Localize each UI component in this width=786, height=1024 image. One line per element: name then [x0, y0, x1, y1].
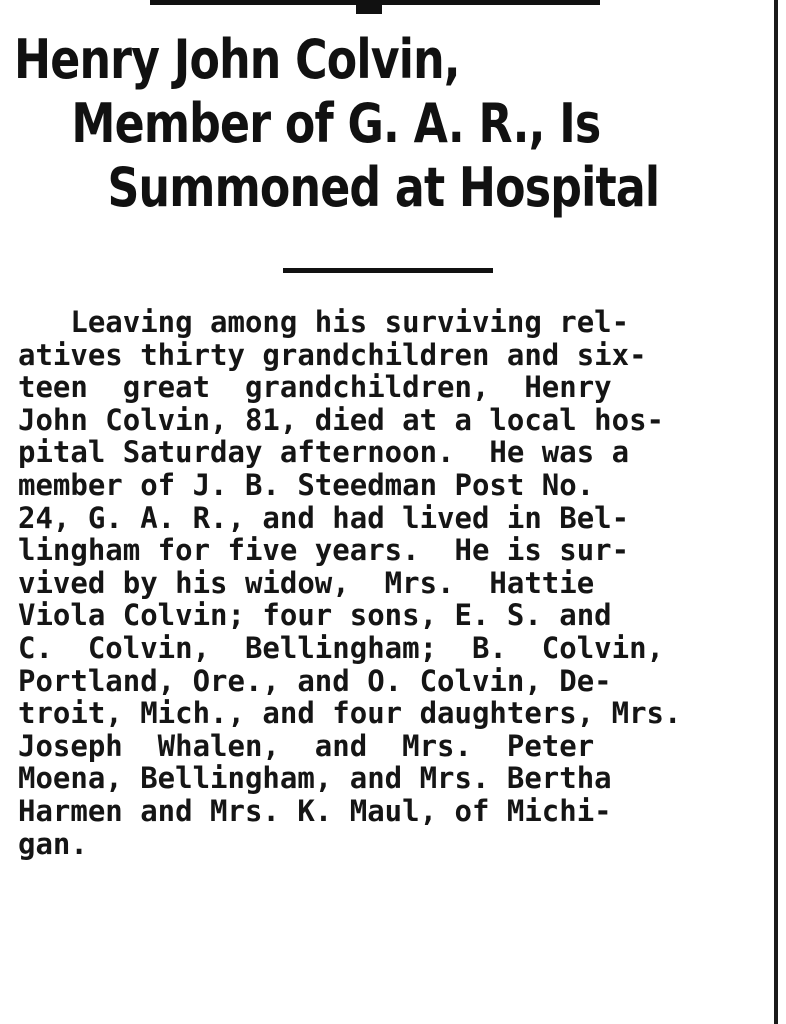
body-line: Joseph Whalen, and Mrs. Peter — [18, 728, 595, 763]
body-line: atives thirty grandchildren and six- — [18, 337, 647, 372]
headline-line-1: Henry John Colvin, — [14, 28, 460, 91]
body-line: John Colvin, 81, died at a local hos- — [18, 402, 665, 437]
body-line: vived by his widow, Mrs. Hattie — [18, 565, 595, 600]
body-line: Viola Colvin; four sons, E. S. and — [18, 598, 612, 633]
body-line: 24, G. A. R., and had lived in Bel- — [18, 500, 630, 535]
headline — [14, 28, 764, 220]
body-line: pital Saturday afternoon. He was a — [18, 435, 630, 470]
body-line: troit, Mich., and four daughters, Mrs. — [18, 696, 682, 731]
headline-line-3: Summoned at Hospital — [107, 156, 660, 219]
body-line: Harmen and Mrs. K. Maul, of Michi- — [18, 793, 612, 828]
top-rule-ornament — [356, 0, 382, 14]
body-line: member of J. B. Steedman Post No. — [18, 467, 595, 502]
body-line: Moena, Bellingham, and Mrs. Bertha — [18, 761, 612, 796]
body-line: Leaving among his surviving rel- — [18, 305, 630, 339]
body-line: Portland, Ore., and O. Colvin, De- — [18, 663, 612, 698]
body-line: gan. — [18, 826, 88, 861]
headline-line-2: Member of G. A. R., Is — [71, 92, 601, 155]
article-body — [18, 306, 760, 860]
body-line: teen great grandchildren, Henry — [18, 370, 612, 405]
body-line: lingham for five years. He is sur- — [18, 533, 630, 568]
headline-divider — [283, 268, 493, 273]
column-rule — [774, 0, 778, 1024]
body-line: C. Colvin, Bellingham; B. Colvin, — [18, 630, 665, 665]
